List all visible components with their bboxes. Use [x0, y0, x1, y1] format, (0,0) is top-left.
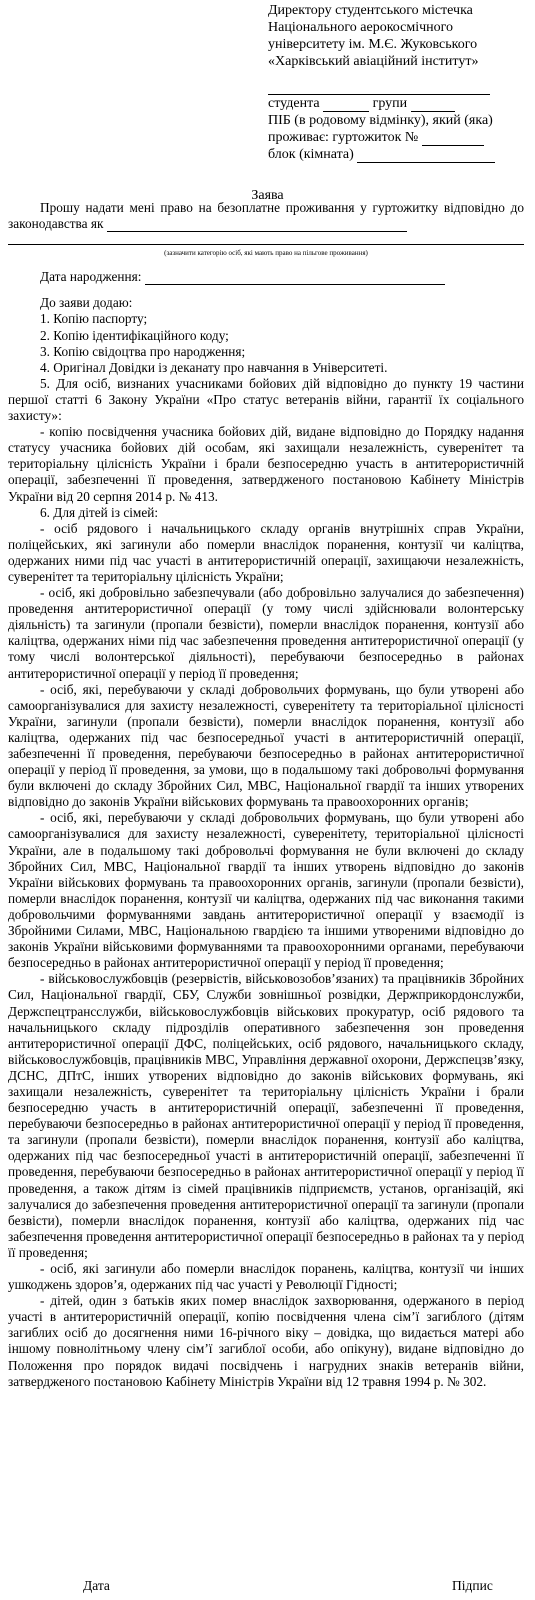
- attachment-item-4: 4. Оригінал Довідки із деканату про навчання в Університеті.: [40, 359, 388, 375]
- student-group-line: [268, 95, 530, 112]
- group-label: групи: [372, 96, 408, 111]
- category-blank: [8, 232, 524, 245]
- room-line: [268, 146, 530, 163]
- room-label: блок (кімната): [268, 147, 354, 162]
- paragraph-6b: - осіб, які добровільно забезпечували (або добровільно залучалися до забезпечення) проведення антитерористичної операції (у тому числі здійснювали волонтерську діяльність) та загинули (пропали безвісти), померли внаслідок поранення, контузії або каліцтва, одержаних німи під час забезпечення проведення антитерористичної операції (у тому числі волонтерської діяльності), перебуваючи безпосередньо в районах антитерористичної операції у період її проведення;: [8, 585, 524, 681]
- paragraph-6d: - осіб, які, перебуваючи у складі добровольчих формувань, що були утворені або самоорганізувалися для захисту незалежності, суверенітету, територіальної цілісності України, але в подальшому такі добровольчі формування не були включені до складу Збройних Сил, МВС, Національної гвардії та інших утворень відповідно до законів України військових формувань та правоохоронних органів, загинули (пропали безвісти), померли внаслідок поранення, контузії чи каліцтва, одержаних під час виконання такими добровольчими формуваннями завдань антитерористичної операції у взаємодії із Збройними Силами, МВС, Національною гвардією та іншими утвореними відповідно до законів України військовими формуваннями та правоохоронними органами, перебуваючи безпосередньо в районах антитерористичної операції у період її проведення;: [8, 810, 524, 971]
- attachment-item-1: 1. Копію паспорту;: [40, 311, 148, 327]
- addressee-line-4: «Харківський авіаційний інститут»: [268, 54, 479, 69]
- dorm-label: проживає: гуртожиток №: [268, 130, 419, 145]
- name-blank: [268, 78, 530, 95]
- paragraph-6: 6. Для дітей із сімей:: [40, 504, 159, 520]
- paragraph-6c: - осіб, які, перебуваючи у складі добровольчих формувань, що були утворені або самоорганізувалися для захисту незалежності, суверенітету та територіальної цілісності України, загинули (пропали безвісти), померли внаслідок поранення, контузії або каліцтва, одержаних під час безпосередньої участі в антитерористичній операції, забезпеченні її проведення, перебуваючи безпосередньо в районах антитерористичної операції у період її проведення, за умови, що в подальшому такі добровольчі формування були включені до складу Збройних Сил, МВС, Національної гвардії та інших утворених відповідно до законів України військових формувань та правоохоронних органів;: [8, 681, 524, 810]
- student-label: студента: [268, 96, 320, 111]
- paragraph-6e: - військовослужбовців (резервістів, військовозобов’язаних) та працівників Збройних Сил, Національної гвардії, СБУ, Служби зовнішньої розвідки, Держприкордонслужби, Держспецтрансслужби, військовослужбовців військових прокуратур, осіб рядового та начальницького складу підрозділів оперативного забезпечення зон проведення антитерористичної операції ДФС, поліцейських, осіб рядового, начальницького складу, військовослужбовців, працівників МВС, Управління державної охорони, Держспецзв’язку, ДСНС, ДПтС, інших утворених відповідно до законів військових формувань, які захищали незалежність, суверенітет та територіальну цілісність України і брали безпосередню участь в антитерористичній операції, забезпеченні її проведення, перебуваючи безпосередньо в районах антитерористичної операції у період її проведення, та загинули (пропали безвісти), померли внаслідок поранення, контузії або каліцтва, одержаних під час безпосередньої участі в антитерористичній операції, забезпеченні її проведення, перебуваючи безпосередньо в районах антитерористичної операції у період її проведення, а також дітям із сімей працівників підприємств, установ, організацій, які залучалися до забезпечення проведення антитерористичної операції та загинули (пропали безвісти), померли внаслідок поранення, контузії або каліцтва, одержаних під час забезпечення проведення антитерористичної операції безпосередньо в районах та у період її проведення;: [8, 971, 524, 1260]
- addressee-line-1: Директору студентського містечка: [268, 3, 473, 18]
- signature-label: Підпис: [452, 1578, 493, 1593]
- document-title: Заява: [251, 188, 284, 203]
- paragraph-6f: - осіб, які загинули або померли внаслідок поранень, каліцтва, контузії чи інших ушкоджень здоров’я, одержаних під час участі у Революції Гідності;: [8, 1261, 524, 1293]
- paragraph-5: 5. Для осіб, визнаних учасниками бойових дій відповідно до пункту 19 частини першої статті 6 Закону України «Про статус ветеранів війни, гарантії їх соціального захисту»:: [8, 375, 524, 424]
- date-label: Дата: [83, 1578, 110, 1593]
- pib-label: ПІБ (в родовому відмінку), який (яка): [268, 113, 493, 128]
- attachment-item-3: 3. Копію свідоцтва про народження;: [40, 343, 246, 359]
- dorm-line: [268, 129, 530, 146]
- attachments-heading: До заяви додаю:: [40, 295, 133, 311]
- attachment-item-2: 2. Копію ідентифікаційного коду;: [40, 327, 229, 343]
- birth-date-line: Дата народження:: [8, 269, 524, 285]
- addressee-line-2: Національного аерокосмічного: [268, 20, 454, 35]
- paragraph-6a: - осіб рядового і начальницького складу органів внутрішніх справ України, поліцейських, які загинули або померли внаслідок поранення, контузії чи каліцтва, одержаних ними під час участі в антитерористичній операції, захищаючи незалежність, суверенітет та територіальну цілісність України;: [8, 520, 524, 584]
- addressee-block: [268, 2, 530, 163]
- paragraph-6g: - дітей, один з батьків яких помер внаслідок захворювання, одержаного в період участі в антитерористичній операції, копію посвідчення члена сім’ї загиблого (дітям загиблих осіб до досягнення ними 16-річного віку – довідка, що видається матері або іншому повнолітньому члену сім’ї загиблої особи, або опікуну), видане відповідно до Положення про порядок видачі посвідчень і нагрудних знаків ветеранів війни, затвердженого постановою Кабінету Міністрів України від 12 травня 1994 р. № 302.: [8, 1293, 524, 1389]
- category-note: (зазначити категорію осіб, які мають право на пільгове проживання): [164, 249, 368, 258]
- document-body: [8, 200, 524, 1390]
- addressee-line-3: університету ім. М.Є. Жуковського: [268, 37, 478, 52]
- paragraph-5a: - копію посвідчення учасника бойових дій, видане відповідно до Порядку надання статусу учасника бойових дій особам, які захищали незалежність, суверенітет та територіальну цілісність України і брали безпосередню участь в антитерористичній операції, забезпеченні її проведення, затвердженого постановою Кабінету Міністрів України від 20 серпня 2014 р. № 413.: [8, 424, 524, 504]
- request-text: Прошу надати мені право на безоплатне проживання у гуртожитку відповідно до законодавства як: [8, 200, 524, 232]
